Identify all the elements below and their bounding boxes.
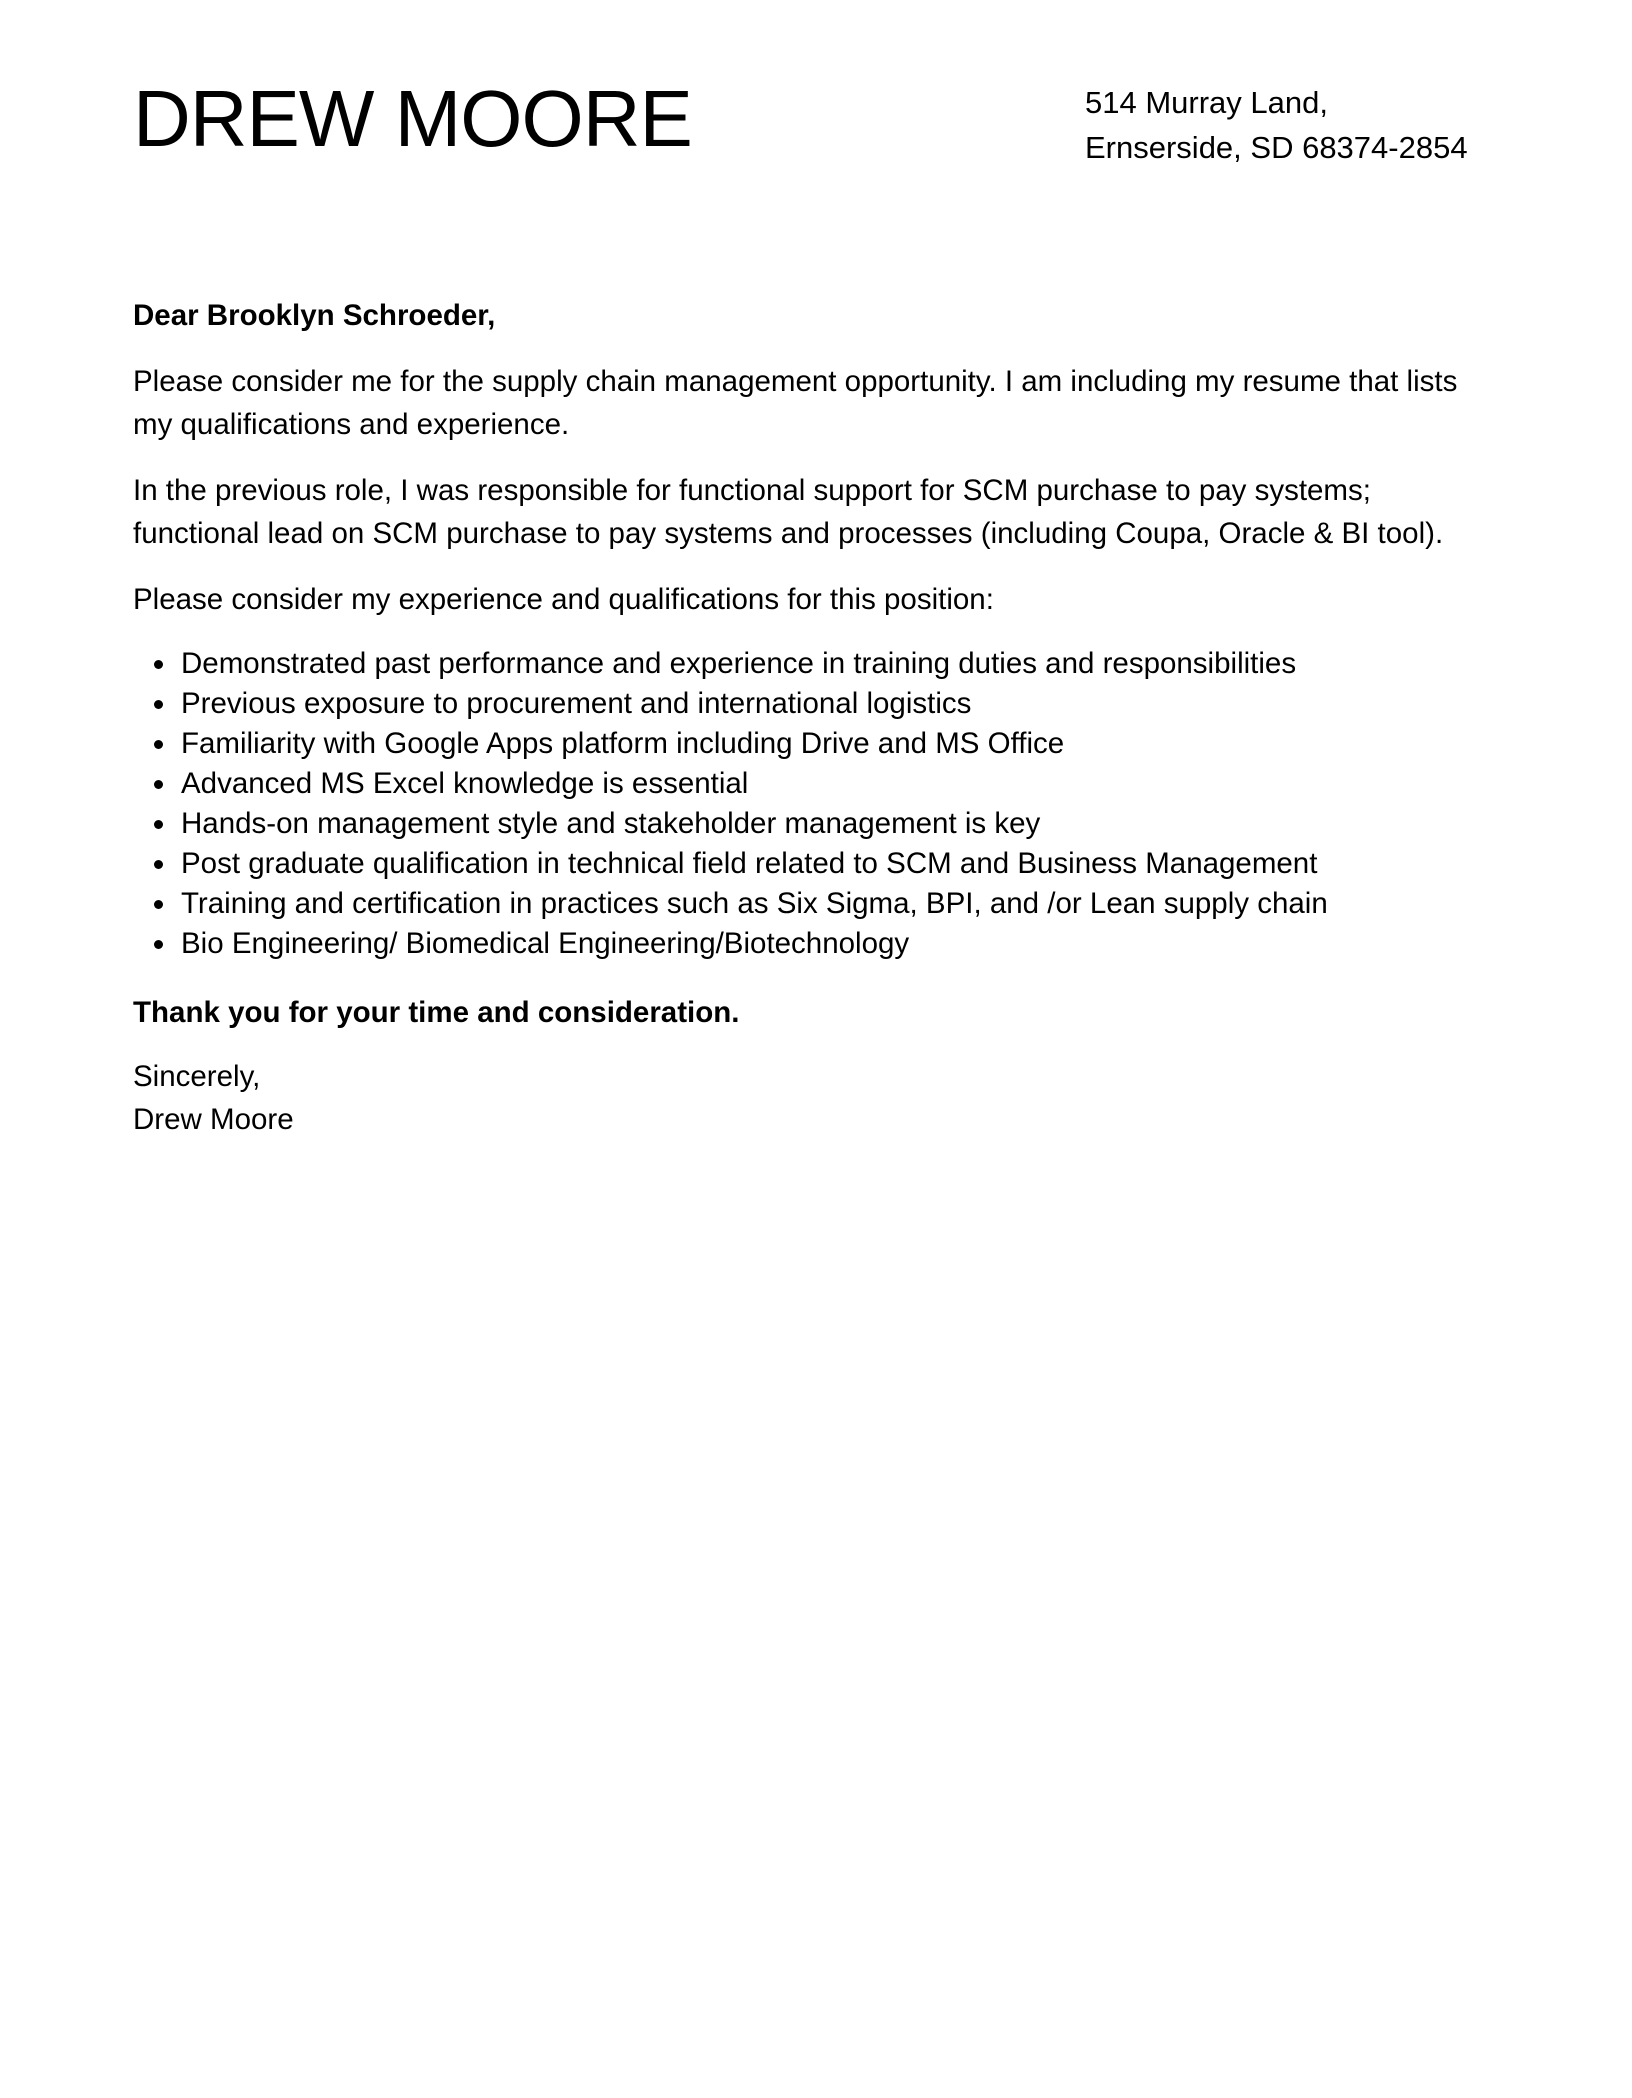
list-item: Advanced MS Excel knowledge is essential [181,764,1499,804]
list-item: Hands-on management style and stakeholder management is key [181,804,1499,844]
list-item: Familiarity with Google Apps platform including Drive and MS Office [181,724,1499,764]
list-item: Bio Engineering/ Biomedical Engineering/Biotechnology [181,924,1499,964]
list-item: Demonstrated past performance and experience in training duties and responsibilities [181,644,1499,684]
list-item: Training and certification in practices such as Six Sigma, BPI, and /or Lean supply chain [181,884,1499,924]
salutation: Dear Brooklyn Schroeder, [133,299,496,332]
qualifications-intro: Please consider my experience and qualifications for this position: [133,583,994,616]
applicant-name: DREW MOORE [133,74,692,163]
letter-header [133,70,1499,190]
signature-name: Drew Moore [133,1103,294,1136]
letter-body [133,294,1499,1141]
address-line-2: Ernserside, SD 68374-2854 [1085,130,1468,165]
address-line-1: 514 Murray Land, [1085,85,1328,120]
closing-block [133,1055,1499,1141]
intro-paragraph: Please consider me for the supply chain management opportunity. I am including my resume that lists my qualifications and experience. [133,365,1458,441]
qualifications-list [133,644,1499,964]
closing-phrase: Sincerely, [133,1060,261,1093]
thank-you-line: Thank you for your time and consideration. [133,996,740,1029]
experience-paragraph: In the previous role, I was responsible for functional support for SCM purchase to pay systems; functional lead on SCM purchase to pay systems and processes (including Coupa, Oracle & BI tool). [133,474,1444,550]
list-item: Previous exposure to procurement and international logistics [181,684,1499,724]
applicant-address [1085,80,1499,170]
list-item: Post graduate qualification in technical field related to SCM and Business Management [181,844,1499,884]
